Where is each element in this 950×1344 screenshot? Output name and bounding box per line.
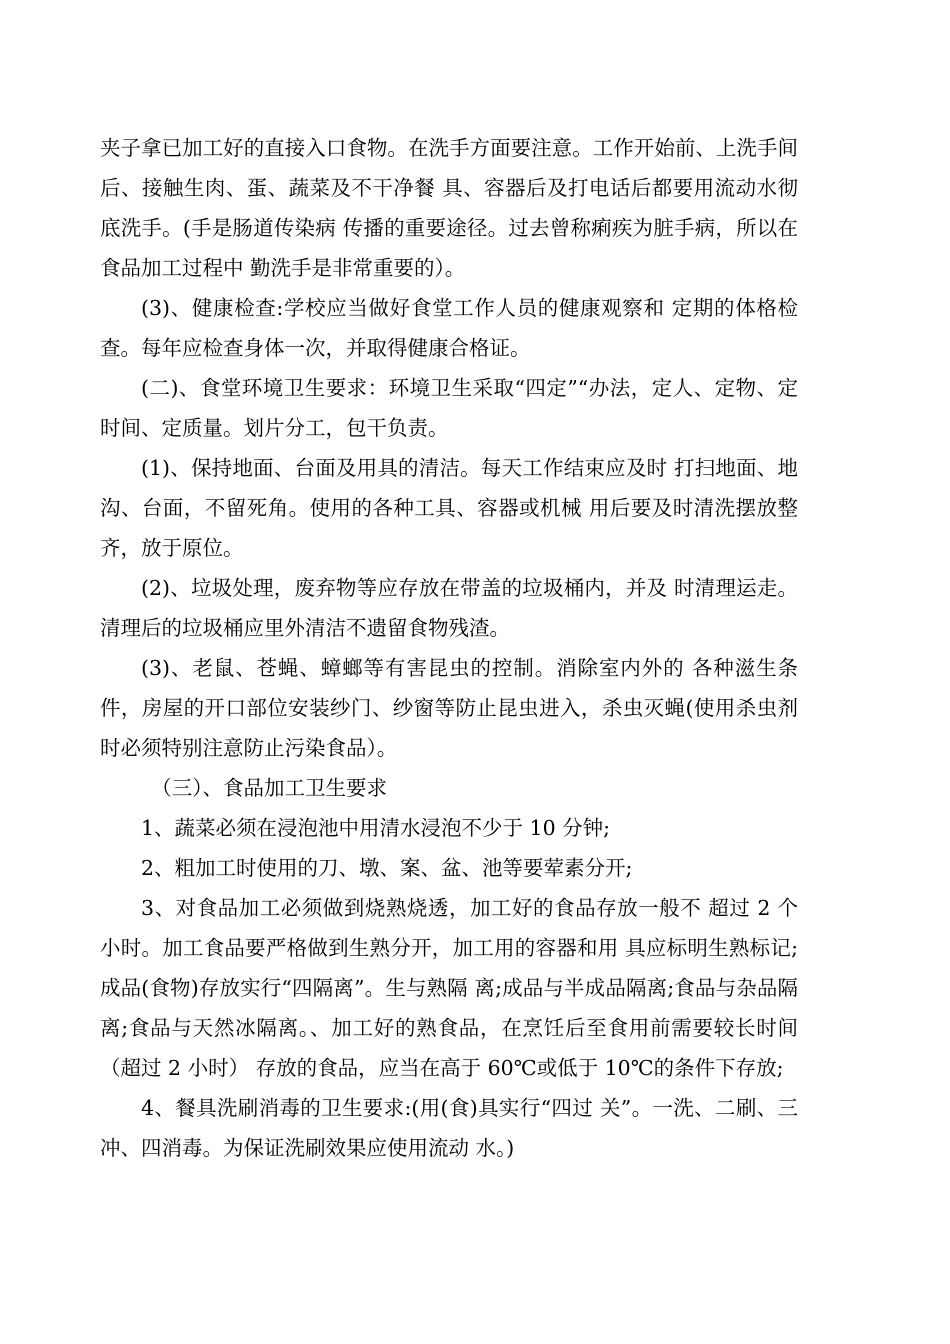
- paragraph-tableware-disinfection: 4、餐具洗刷消毒的卫生要求:(用(食)具实行“四过 关”。一洗、二刷、三冲、四消毒。为保证洗刷效果应使用流动 水。): [100, 1096, 798, 1160]
- paragraph-environment-heading: (二)、食堂环境卫生要求：环境卫生采取“四定”“办法，定人、定物、定时间、定质量。划片分工，包干负责。: [100, 376, 798, 440]
- paragraph-garbage: (2)、垃圾处理，废弃物等应存放在带盖的垃圾桶内，并及 时清理运走。清理后的垃圾桶应里外清洁不遗留食物残渣。: [100, 576, 798, 640]
- paragraph-vegetables: 1、蔬菜必须在浸泡池中用清水浸泡不少于 10 分钟;: [141, 816, 611, 840]
- paragraph-floor-cleaning: (1)、保持地面、台面及用具的清洁。每天工作结束应及时 打扫地面、地沟、台面，不留死角。使用的各种工具、容器或机械 用后要及时清洗摆放整齐，放于原位。: [100, 456, 798, 560]
- paragraph-utensils-separation: 2、粗加工时使用的刀、墩、案、盆、池等要荤素分开;: [141, 856, 633, 880]
- paragraph-handwashing: 夹子拿已加工好的直接入口食物。在洗手方面要注意。工作开始前、上洗手间后、接触生肉、蛋、蔬菜及不干净餐 具、容器后及打电话后都要用流动水彻底洗手。(手是肠道传染病 传播的重要途径。过去曾称痢疾为脏手病，所以在食品加工过程中 勤洗手是非常重要的）。: [100, 136, 798, 280]
- paragraph-health-check: (3)、健康检查:学校应当做好食堂工作人员的健康观察和 定期的体格检查。每年应检查身体一次，并取得健康合格证。: [100, 296, 798, 360]
- section-heading-food-processing: （三）、食品加工卫生要求: [151, 776, 387, 800]
- paragraph-pest-control: (3)、老鼠、苍蝇、蟑螂等有害昆虫的控制。消除室内外的 各种滋生条件，房屋的开口部位安装纱门、纱窗等防止昆虫进入，杀虫灭蝇(使用杀虫剂时必须特别注意防止污染食品）。: [100, 656, 798, 760]
- paragraph-cooking-storage: 3、对食品加工必须做到烧熟烧透，加工好的食品存放一般不 超过 2 个小时。加工食品要严格做到生熟分开，加工用的容器和用 具应标明生熟标记;成品(食物)存放实行“四隔离”。生与熟隔 离;成品与半成品隔离;食品与杂品隔离;食品与天然冰隔离。、加工好的熟食品，在烹饪后至食用前需要较长时间（超过 2 小时） 存放的食品，应当在高于 60℃或低于 10℃的条件下存放;: [100, 896, 798, 1080]
- document-body: [100, 128, 798, 1168]
